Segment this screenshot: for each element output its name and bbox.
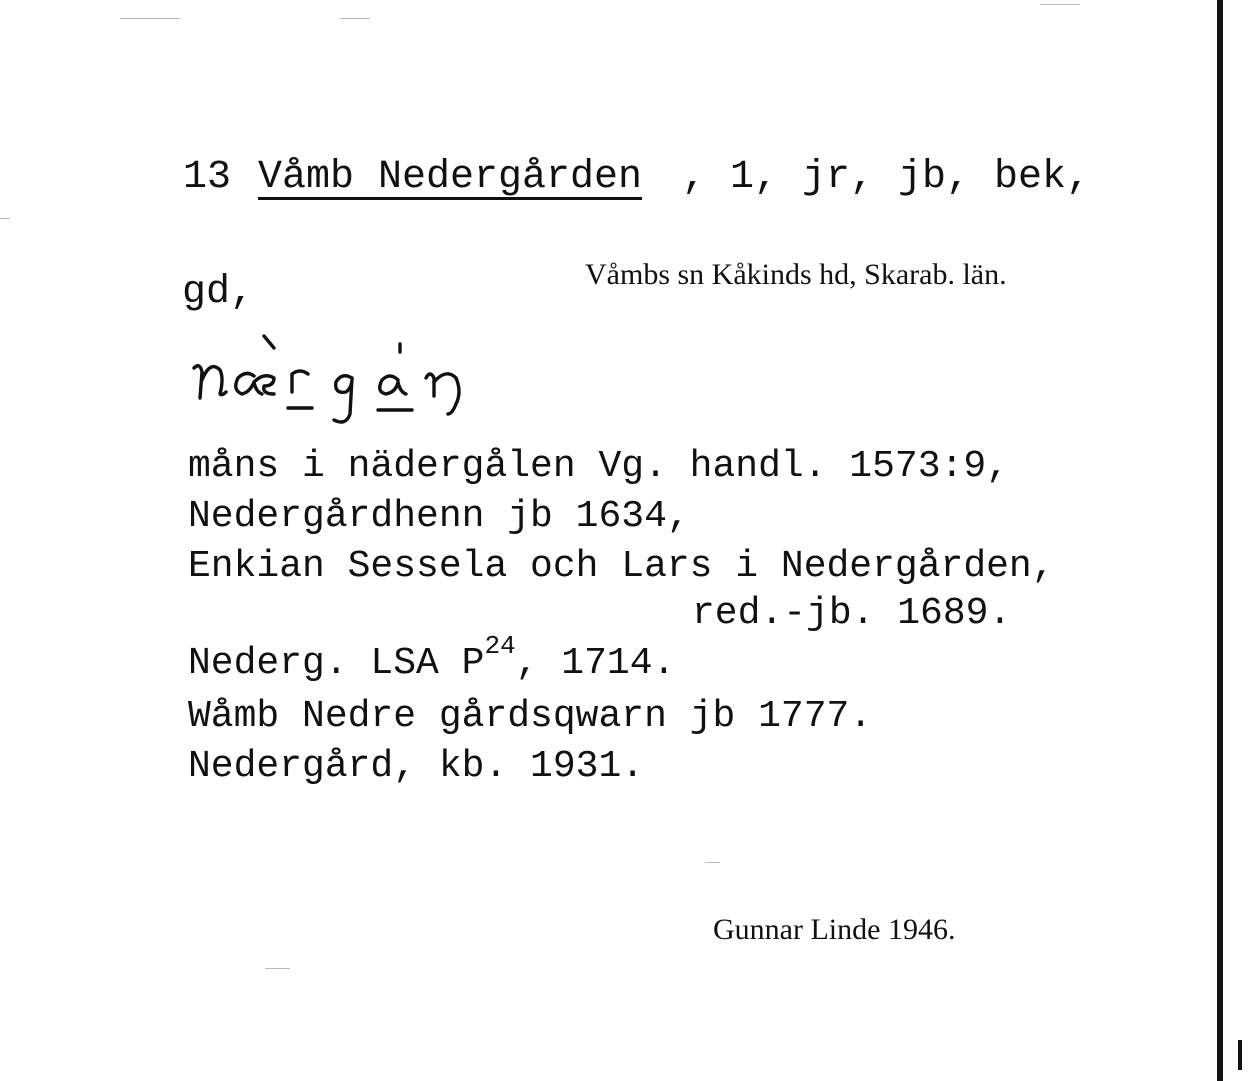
- signature-stamp: Gunnar Linde 1946.: [713, 913, 956, 946]
- scan-speck: [120, 18, 180, 19]
- place-name: Våmb Nedergården: [258, 155, 643, 200]
- parish-stamp: Våmbs sn Kåkinds hd, Skarab. län.: [585, 258, 1007, 291]
- lsa-superscript: 24: [484, 631, 516, 661]
- scan-speck: [340, 18, 370, 19]
- place-attributes: , 1, jr, jb, bek,: [682, 155, 1091, 200]
- historical-form-2: Nedergårdhenn jb 1634,: [188, 495, 690, 538]
- scan-speck: [0, 218, 10, 219]
- historical-form-4: [188, 631, 676, 685]
- historical-form-3-continued: red.-jb. 1689.: [692, 592, 1012, 635]
- scan-speck: [705, 862, 720, 863]
- historical-form-3: Enkian Sessela och Lars i Nedergården,: [188, 545, 1055, 588]
- historical-form-1: måns i nädergålen Vg. handl. 1573:9,: [188, 445, 1009, 488]
- handwritten-pronunciation: [190, 330, 500, 430]
- lsa-year: , 1714.: [515, 642, 676, 685]
- historical-form-6: Nedergård, kb. 1931.: [188, 745, 645, 788]
- historical-form-5: Wåmb Nedre gårdsqwarn jb 1777.: [188, 695, 873, 738]
- scan-speck: [1040, 4, 1080, 5]
- scan-speck: [265, 968, 290, 969]
- place-attributes-continued: gd,: [182, 270, 255, 315]
- card-corner-mark: [1238, 1040, 1242, 1070]
- lsa-reference: Nederg. LSA P: [188, 642, 485, 685]
- card-right-edge: [1217, 0, 1223, 1081]
- card-number: 13: [183, 155, 232, 200]
